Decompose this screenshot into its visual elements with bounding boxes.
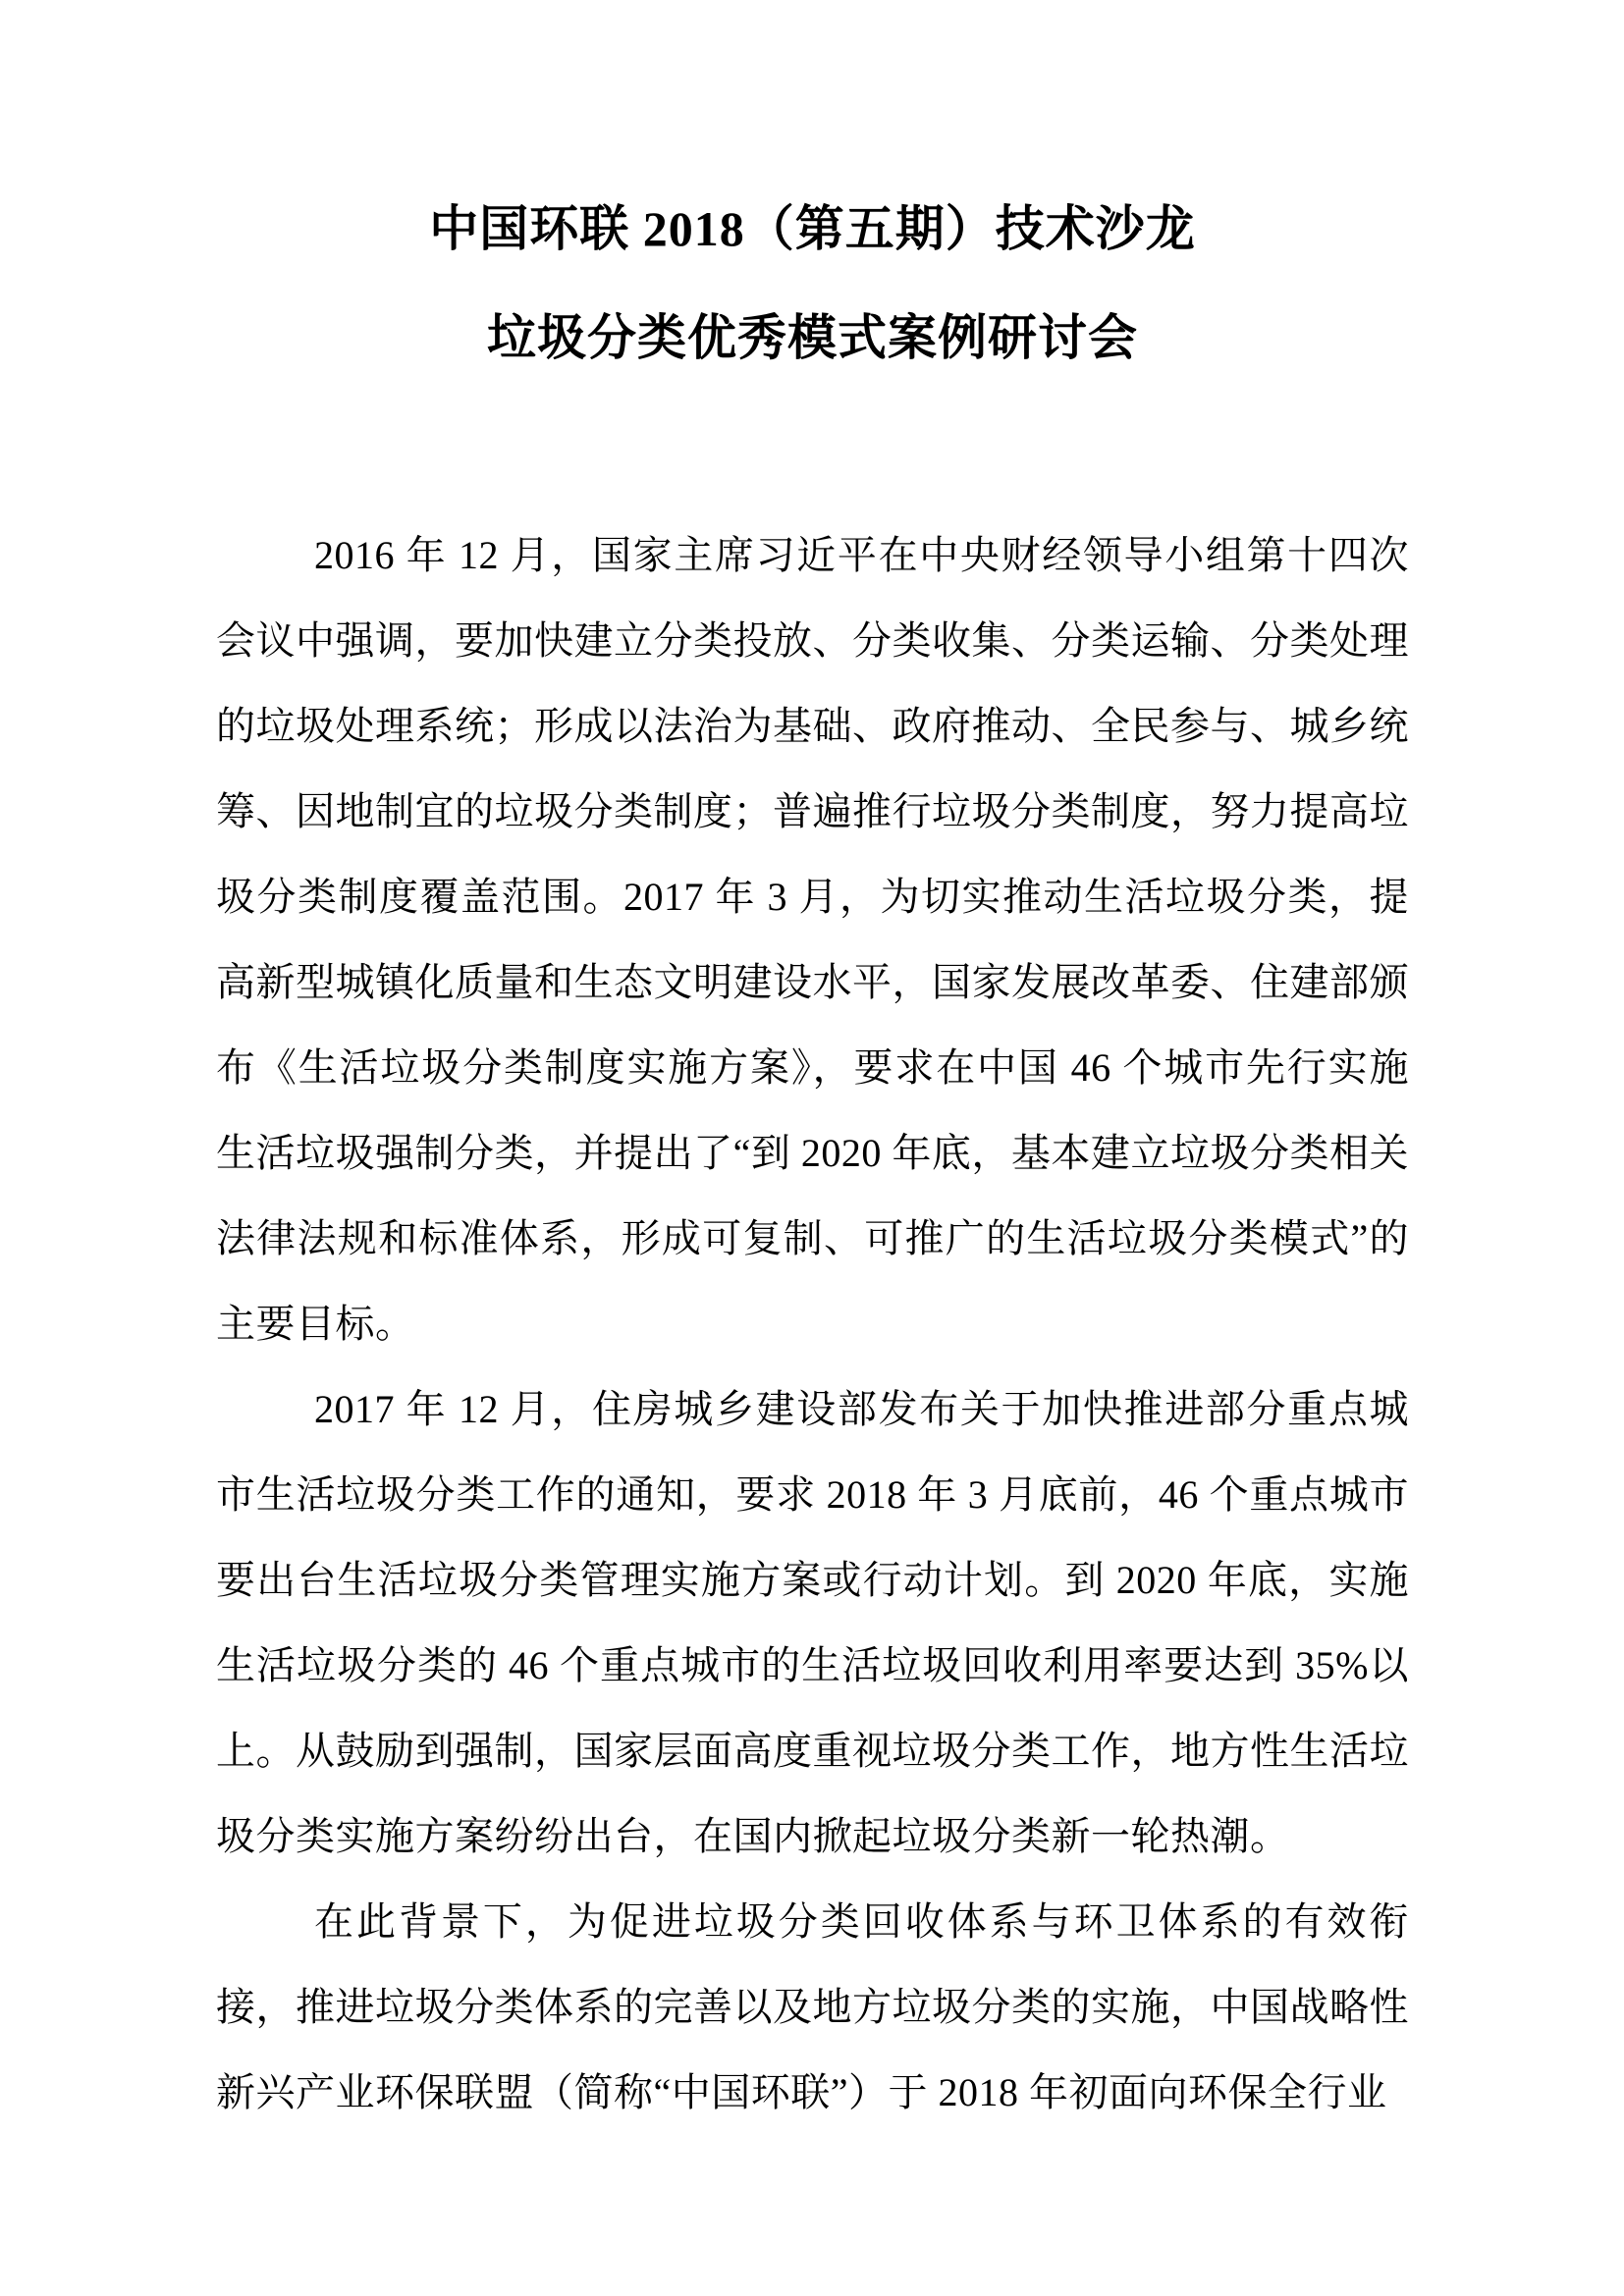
paragraph: 在此背景下，为促进垃圾分类回收体系与环卫体系的有效衔接，推进垃圾分类体系的完善以及地方垃圾分类的实施，中国战略性新兴产业环保联盟（简称“中国环联”）于 2018 年初面向环保全行业: [216, 1899, 1409, 2114]
paragraph: 2017 年 12 月，住房城乡建设部发布关于加快推进部分重点城市生活垃圾分类工作的通知，要求 2018 年 3 月底前，46 个重点城市要出台生活垃圾分类管理实施方案或行动计划。到 2020 年底，实施生活垃圾分类的 46 个重点城市的生活垃圾回收利用率要达到 35%以上。从鼓励到强制，国家层面高度重视垃圾分类工作，地方性生活垃圾分类实施方案纷纷出台，在国内掀起垃圾分类新一轮热潮。: [216, 1387, 1409, 1858]
document-title: 中国环联 2018（第五期）技术沙龙: [429, 201, 1196, 256]
document-body: [216, 512, 1409, 2135]
paragraph: 2016 年 12 月，国家主席习近平在中央财经领导小组第十四次会议中强调，要加快建立分类投放、分类收集、分类运输、分类处理的垃圾处理系统；形成以法治为基础、政府推动、全民参与、城乡统筹、因地制宜的垃圾分类制度；普遍推行垃圾分类制度，努力提高垃圾分类制度覆盖范围。2017 年 3 月，为切实推动生活垃圾分类，提高新型城镇化质量和生态文明建设水平，国家发展改革委、住建部颁布《生活垃圾分类制度实施方案》，要求在中国 46 个城市先行实施生活垃圾强制分类，并提出了“到 2020 年底，基本建立垃圾分类相关法律法规和标准体系，形成可复制、可推广的生活垃圾分类模式”的主要目标。: [216, 533, 1409, 1346]
document-subtitle: 垃圾分类优秀模式案例研讨会: [487, 310, 1138, 365]
